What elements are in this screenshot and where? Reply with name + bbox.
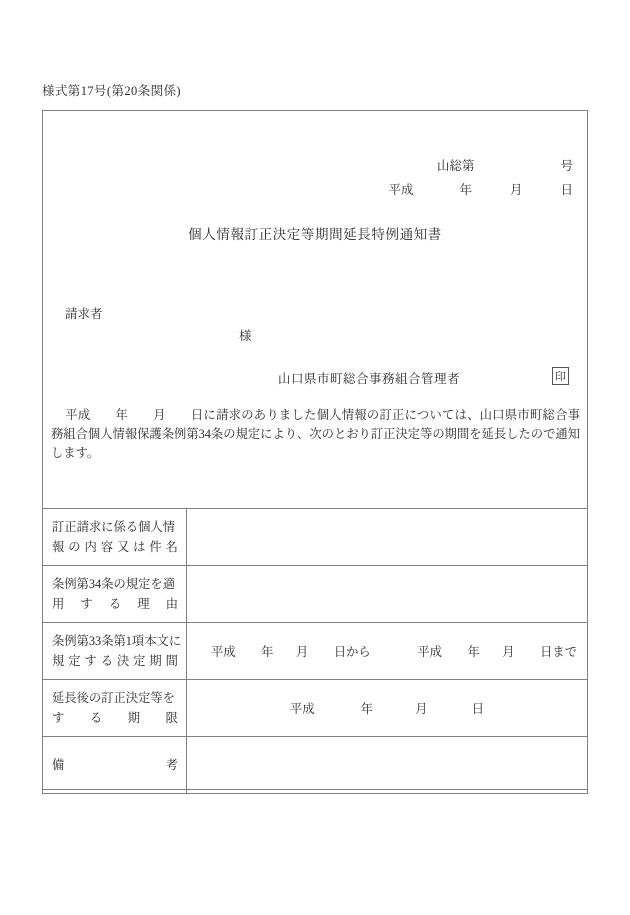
label-char: る xyxy=(108,597,122,611)
label-char: 備 xyxy=(52,758,65,772)
row-label-line2 xyxy=(52,651,178,671)
issue-date-day-unit: 日 xyxy=(560,183,573,197)
seal-stamp-box: 印 xyxy=(552,367,569,385)
label-char: 理 xyxy=(137,597,150,611)
label-char: 用 xyxy=(52,597,65,611)
label-char: 容 xyxy=(100,540,114,554)
document-number-line xyxy=(273,156,573,180)
row-label-line1: 条例第33条第1項本文に xyxy=(52,634,182,648)
label-char: る xyxy=(89,711,103,725)
period-to-era: 平成 xyxy=(417,645,442,659)
issue-date-line xyxy=(273,180,573,204)
issue-date-year-unit: 年 xyxy=(459,183,472,197)
row-label-line2 xyxy=(52,708,178,728)
period-from-era: 平成 xyxy=(211,645,236,659)
row-value-statutory-decision-period[interactable] xyxy=(187,623,588,680)
deadline-era: 平成 xyxy=(289,702,315,716)
row-label-line1: 延長後の訂正決定等を xyxy=(52,691,175,705)
row-value-reason-article34[interactable] xyxy=(187,566,588,623)
row-label-reason-article34 xyxy=(43,566,187,623)
label-char: す xyxy=(52,711,65,725)
document-title: 個人情報訂正決定等期間延長特例通知書 xyxy=(188,227,442,242)
deadline-month-unit: 月 xyxy=(415,702,428,716)
row-label-statutory-decision-period xyxy=(43,623,187,680)
label-char: 又 xyxy=(116,540,130,554)
addressee-label: 請求者 xyxy=(65,307,103,321)
body-paragraph xyxy=(51,406,580,463)
table-row xyxy=(43,509,588,566)
deadline-day-unit: 日 xyxy=(471,702,484,716)
row-value-remarks[interactable] xyxy=(187,737,588,794)
label-char: 名 xyxy=(165,540,178,554)
document-frame xyxy=(42,110,588,790)
period-to-month-unit: 月 xyxy=(502,645,515,659)
label-char: す xyxy=(80,597,93,611)
period-from-month-unit: 月 xyxy=(295,645,309,659)
label-char: 決 xyxy=(116,654,130,668)
issue-date-month-unit: 月 xyxy=(509,183,523,197)
label-char: 期 xyxy=(149,654,162,668)
label-char: 期 xyxy=(127,711,141,725)
form-number: 様式第17号(第20条関係) xyxy=(42,84,181,98)
label-char: す xyxy=(84,654,97,668)
document-number-label: 山総第 xyxy=(436,159,475,173)
row-label-remarks xyxy=(43,737,187,794)
label-char: 件 xyxy=(149,540,162,554)
label-char: 限 xyxy=(165,711,178,725)
deadline-date xyxy=(197,699,577,717)
label-char: 由 xyxy=(165,597,178,611)
label-char: の xyxy=(68,540,81,554)
deadline-year-unit: 年 xyxy=(360,702,374,716)
label-char: 規 xyxy=(52,654,65,668)
period-from-year-unit: 年 xyxy=(261,645,274,659)
label-char: 考 xyxy=(165,758,178,772)
table-row xyxy=(43,737,588,794)
label-char: は xyxy=(133,540,146,554)
period-to-year-unit: 年 xyxy=(467,645,480,659)
row-label-line1: 条例第34条の規定を適 xyxy=(52,577,175,591)
row-label-personal-info-content xyxy=(43,509,187,566)
row-label-extended-deadline xyxy=(43,680,187,737)
document-number-unit: 号 xyxy=(560,159,573,173)
label-char: 内 xyxy=(84,540,97,554)
label-char: る xyxy=(100,654,114,668)
row-label-line2 xyxy=(52,537,178,557)
addressee-honorific: 様 xyxy=(239,329,252,343)
label-char: 定 xyxy=(68,654,81,668)
row-value-personal-info-content[interactable] xyxy=(187,509,588,566)
issuer-row xyxy=(43,369,587,393)
period-to-unit: 日まで xyxy=(540,645,578,659)
issuer-name: 山口県市町総合事務組合管理者 xyxy=(278,372,461,386)
row-label-line1: 訂正請求に係る個人情 xyxy=(52,520,175,534)
label-char: 定 xyxy=(133,654,146,668)
row-value-extended-deadline[interactable] xyxy=(187,680,588,737)
table-row xyxy=(43,680,588,737)
row-label-line1 xyxy=(52,755,178,775)
row-label-line2 xyxy=(52,594,178,614)
document-meta xyxy=(273,156,573,204)
table-row xyxy=(43,623,588,680)
table-row xyxy=(43,566,588,623)
body-paragraph-text: 平成 年 月 日に請求のありました個人情報の訂正については、山口県市町総合事務組合個人情報保護条例第34条の規定により、次のとおり訂正決定等の期間を延長したので通知します。 xyxy=(51,408,580,460)
label-char: 間 xyxy=(165,654,178,668)
form-table xyxy=(42,508,588,794)
issue-date-era: 平成 xyxy=(388,183,414,197)
label-char: 報 xyxy=(52,540,65,554)
period-from-unit: 日から xyxy=(333,645,371,659)
period-range xyxy=(197,642,577,660)
